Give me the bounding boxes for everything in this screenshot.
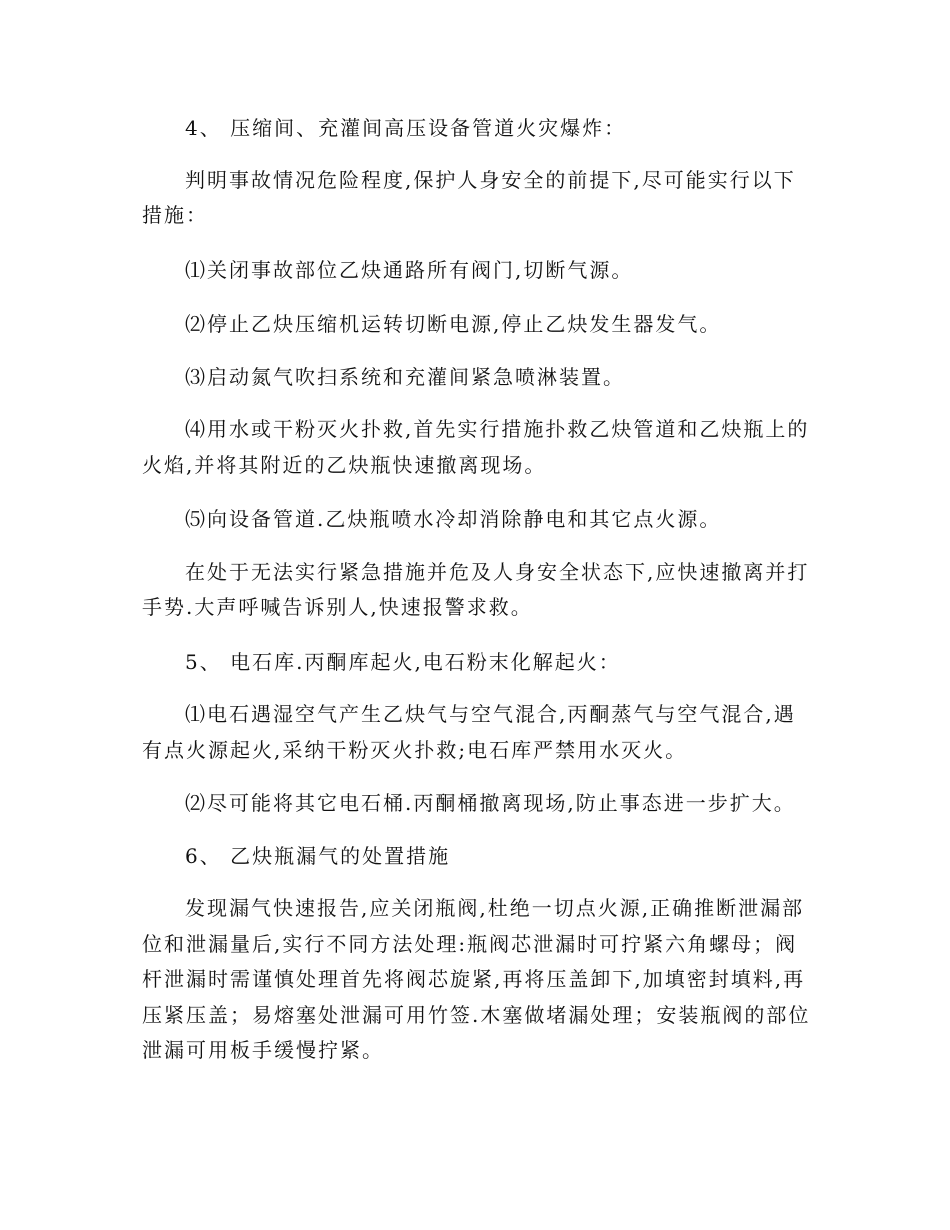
section-5-step-1-line-2: 有点火源起火,采纳干粉灭火扑救;电石库严禁用水灭火。 — [142, 738, 688, 762]
section-6-body-line-1: 发现漏气快速报告,应关闭瓶阀,杜绝一切点火源,正确推断泄漏部 — [185, 896, 805, 920]
section-6-heading: 6、 乙炔瓶漏气的处置措施 — [185, 844, 451, 868]
section-4-step-4-line-2: 火焰,并将其附近的乙炔瓶快速撤离现场。 — [142, 453, 547, 477]
section-4-intro-line-2: 措施： — [142, 203, 208, 227]
section-5-step-1-line-1: ⑴电石遇湿空气产生乙炔气与空气混合,丙酮蒸气与空气混合,遇 — [185, 702, 796, 726]
section-6-body-line-2: 位和泄漏量后,实行不同方法处理:瓶阀芯泄漏时可拧紧六角螺母；阀 — [142, 932, 798, 956]
section-6-body-line-3: 杆泄漏时需谨慎处理首先将阀芯旋紧,再将压盖卸下,加填密封填料,再 — [142, 967, 806, 991]
section-4-warning-line-1: 在处于无法实行紧急措施并危及人身安全状态下,应快速撤离并打 — [185, 560, 810, 584]
section-4-step-4-line-1: ⑷用水或干粉灭火扑救,首先实行措施扑救乙炔管道和乙炔瓶上的 — [185, 417, 810, 441]
section-4-heading: 4、 压缩间、充灌间高压设备管道火灾爆炸： — [185, 116, 627, 140]
section-5-heading: 5、 电石库.丙酮库起火,电石粉末化解起火： — [185, 650, 621, 674]
section-4-intro-line-1: 判明事故情况危险程度,保护人身安全的前提下,尽可能实行以下 — [185, 168, 796, 192]
section-6-body-line-5: 泄漏可用板手缓慢拧紧。 — [142, 1038, 384, 1062]
section-4-step-5: ⑸向设备管道.乙炔瓶喷水冷却消除静电和其它点火源。 — [185, 507, 722, 531]
section-4-warning-line-2: 手势.大声呼喊告诉别人,快速报警求救。 — [142, 595, 533, 619]
section-4-step-2: ⑵停止乙炔压缩机运转切断电源,停止乙炔发生器发气。 — [185, 312, 722, 336]
section-4-step-3: ⑶启动氮气吹扫系统和充灌间紧急喷淋装置。 — [185, 365, 625, 389]
section-6-body-line-4: 压紧压盖；易熔塞处泄漏可用竹签.木塞做堵漏处理；安装瓶阀的部位 — [142, 1003, 811, 1027]
section-5-step-2: ⑵尽可能将其它电石桶.丙酮桶撤离现场,防止事态进一步扩大。 — [185, 791, 796, 815]
section-4-step-1: ⑴关闭事故部位乙炔通路所有阀门,切断气源。 — [185, 258, 634, 282]
